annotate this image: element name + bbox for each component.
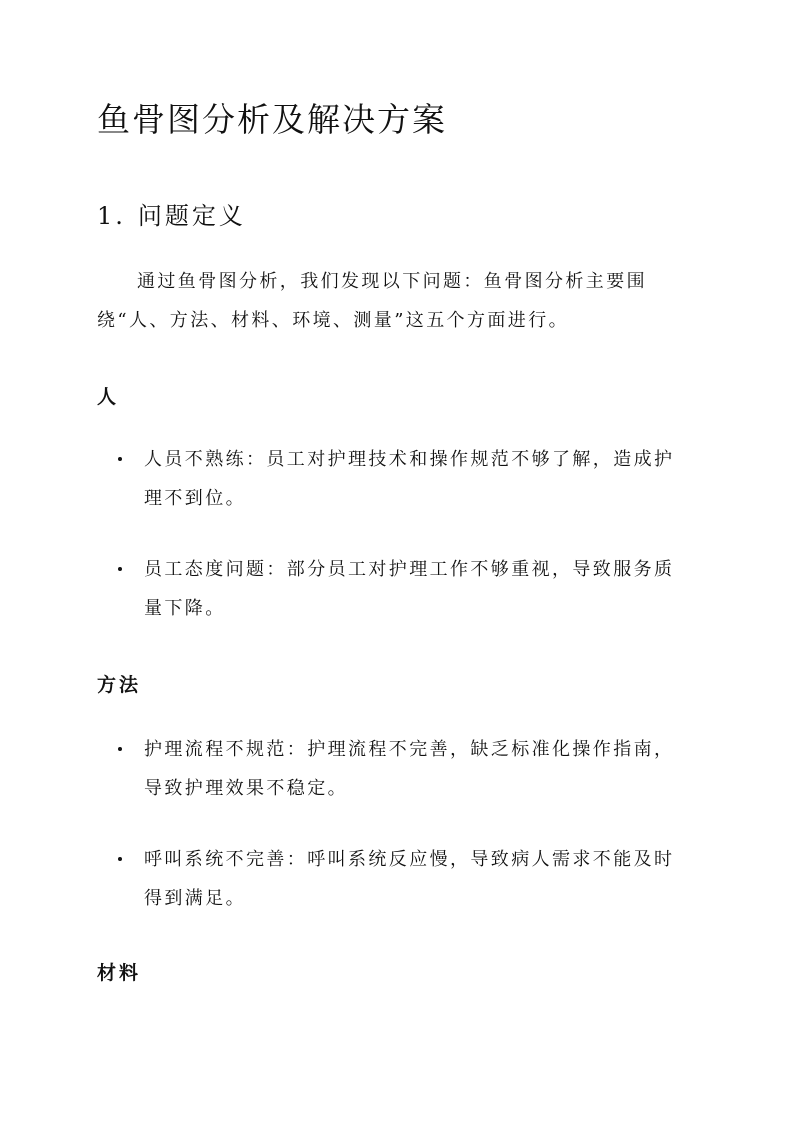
method-bullet-list xyxy=(112,730,692,950)
bullet-icon xyxy=(118,857,122,861)
intro-paragraph: 通过鱼骨图分析，我们发现以下问题：鱼骨图分析主要围绕“人、方法、材料、环境、测量”这五个方面进行。 xyxy=(97,271,647,331)
list-item-text: 员工态度问题：部分员工对护理工作不够重视，导致服务质量下降。 xyxy=(144,559,675,619)
list-item-text: 人员不熟练：员工对护理技术和操作规范不够了解，造成护理不到位。 xyxy=(144,449,675,509)
list-item xyxy=(112,840,692,918)
category-heading-people: 人 xyxy=(97,386,120,408)
section-title: 问题定义 xyxy=(137,202,246,230)
bullet-icon xyxy=(118,747,122,751)
people-bullet-list xyxy=(112,440,692,660)
category-heading-materials: 材料 xyxy=(97,962,142,984)
list-item xyxy=(112,440,692,518)
list-item xyxy=(112,730,692,808)
list-item xyxy=(112,550,692,628)
list-item-text: 护理流程不规范：护理流程不完善，缺乏标准化操作指南，导致护理效果不稳定。 xyxy=(144,739,675,799)
section-heading xyxy=(97,196,246,231)
section-number: 1. xyxy=(97,202,126,230)
list-item-text: 呼叫系统不完善：呼叫系统反应慢，导致病人需求不能及时得到满足。 xyxy=(144,849,675,909)
document-title: 鱼骨图分析及解决方案 xyxy=(97,100,447,139)
bullet-icon xyxy=(118,457,122,461)
category-heading-method: 方法 xyxy=(97,674,142,696)
bullet-icon xyxy=(118,567,122,571)
